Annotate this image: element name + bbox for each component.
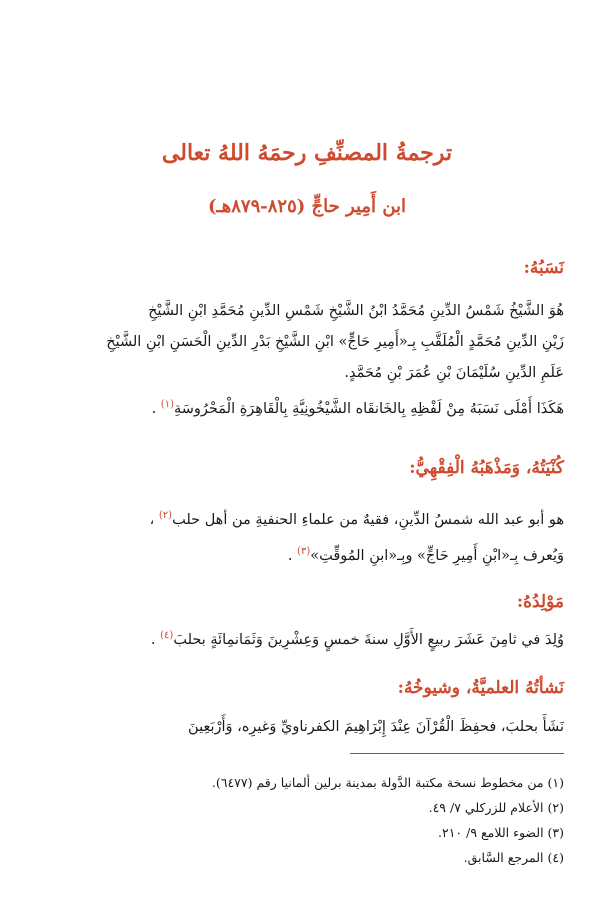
- kunya-line-1: [50, 500, 564, 536]
- lineage-line-4: [50, 389, 564, 425]
- footnote-3: (٣) الضوء اللامع ٩/ ٢١٠.: [438, 825, 564, 840]
- footnote-divider: [350, 753, 564, 754]
- footnote-4: (٤) المرجع السَّابق.: [463, 850, 564, 865]
- footnote-2: (٢) الأعلام للزركلي ٧/ ٤٩.: [428, 800, 564, 815]
- footnote-ref-3: (٣): [297, 545, 311, 557]
- lineage-line-2: زَيْنِ الدِّينِ مُحَمَّدٍ الْمُلَقَّبِ بِـ«أَمِيرِ حَاجٍّ» ابْنِ الشَّيْخِ بَدْرِ الدِّينِ الْحَسَنِ ابْنِ الشَّيْخِ: [106, 334, 564, 350]
- kunya-text-2: وَيُعرف بِـ«ابْنِ أَمِيرِ حَاجٍّ» وبِـ«ابنِ المُوقِّتِ»: [310, 547, 564, 564]
- page-title: ترجمةُ المصنِّفِ رحمَهُ اللهُ تعالى: [161, 140, 453, 166]
- period: .: [150, 631, 156, 648]
- page-subtitle: ابن أَمِير حاجٍّ (٨٢٥-٨٧٩هـ): [207, 196, 407, 217]
- section-heading-kunya: كُنْيَتُهُ، وَمَذْهَبُهُ الْفِقْهِيُّ:: [409, 458, 564, 478]
- birth-line: [50, 620, 564, 656]
- birth-text: وُلِدَ في ثامِنَ عَشَرَ ربيعٍ الأَوَّلِ سنةَ خمسٍ وَعِشْرِينَ وَثَمَانمِائَةٍ بحلبَ: [173, 631, 564, 648]
- kunya-text-1: هو أبو عبد الله شمسُ الدِّينِ، فقيهٌ من علماءِ الحنفيةِ من أهل حلب: [172, 511, 564, 528]
- lineage-line-3: عَلَمِ الدِّينِ سُلَيْمَانَ بْنِ عُمَرَ بْنِ مُحَمَّدٍ.: [344, 365, 564, 381]
- education-paragraph: [50, 712, 564, 743]
- kunya-line-2: [50, 536, 564, 572]
- section-heading-lineage: نَسَبُهُ:: [523, 258, 564, 278]
- footnote-1: (١) من مخطوط نسخة مكتبة الدَّولة بمدينة برلين ألمانيا رقم (٦٤٧٧).: [211, 775, 564, 790]
- footnote-ref-4: (٤): [160, 630, 174, 641]
- period: .: [151, 400, 157, 417]
- education-line: نَشَأَ بحلبَ، فحفِظَ الْقُرْآنَ عِنْدَ إِبْرَاهِيمَ الكفرناويِّ وَغيرِه، وَأَرْبَعِينَ: [188, 719, 564, 735]
- comma: ،: [149, 511, 155, 528]
- kunya-paragraph: [50, 500, 564, 572]
- footnote-ref-2: (٢): [158, 510, 173, 521]
- footnotes: [50, 770, 564, 870]
- section-heading-education: نَشأتُهُ العلميَّةُ، وشيوخُهُ:: [397, 678, 564, 698]
- lineage-line-1: هُوَ الشَّيْخُ شَمْسُ الدِّينِ مُحَمَّدُ ابْنُ الشَّيْخِ شَمْسِ الدِّينِ مُحَمَّدِ ابْنِ الشَّيْخِ: [148, 303, 564, 319]
- birth-paragraph: [50, 620, 564, 656]
- footnote-ref-1: (١): [160, 399, 174, 410]
- period: .: [287, 547, 293, 564]
- lineage-dictation-text: هَكَذَا أَمْلَى نَسَبَهُ مِنْ لَفْظِهِ بِالخَانقَاه الشَّيْخُونِيَّةِ بِالْقَاهِرَةِ الْمَحْرُوسَةِ: [173, 400, 564, 417]
- section-heading-birth: مَوْلِدُهُ:: [516, 592, 564, 612]
- lineage-paragraph: [50, 296, 564, 425]
